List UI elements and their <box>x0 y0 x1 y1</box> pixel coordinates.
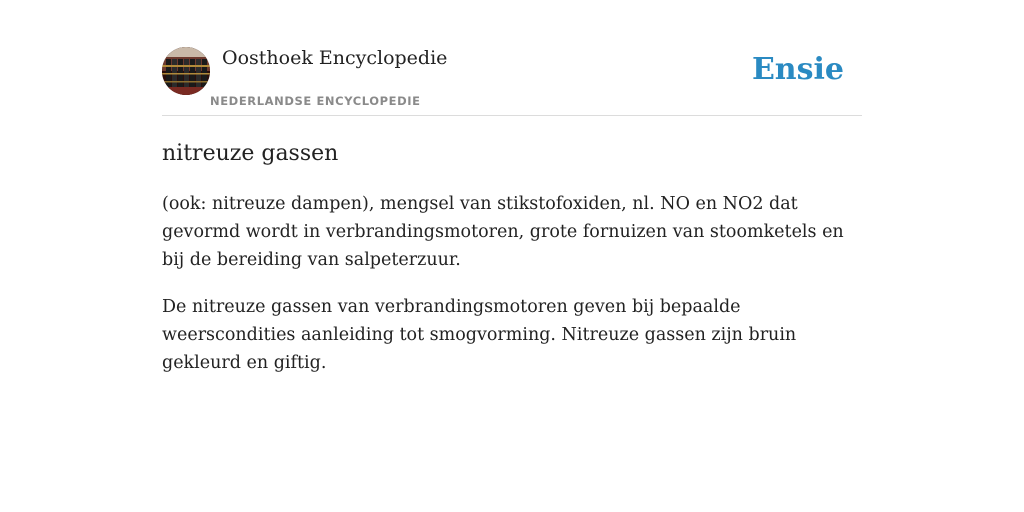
site-header <box>162 46 862 116</box>
brand-logo-link[interactable]: Ensie <box>751 52 844 87</box>
entry-paragraph: (ook: nitreuze dampen), mengsel van stikstofoxiden, nl. NO en NO2 dat gevormd wordt in verbrandingsmotoren, grote fornuizen van stoomketels en bij de bereiding van salpeterzuur. <box>162 194 844 270</box>
encyclopedia-books-icon[interactable] <box>162 47 210 95</box>
site-subtitle: NEDERLANDSE ENCYCLOPEDIE <box>210 94 421 108</box>
entry-paragraph: De nitreuze gassen van verbrandingsmotoren geven bij bepaalde weerscondities aanleiding tot smogvorming. Nitreuze gassen zijn bruin gekleurd en giftig. <box>162 297 797 373</box>
site-title[interactable]: Oosthoek Encyclopedie <box>222 47 448 69</box>
entry-title: nitreuze gassen <box>162 141 339 166</box>
entry-content <box>162 138 862 377</box>
